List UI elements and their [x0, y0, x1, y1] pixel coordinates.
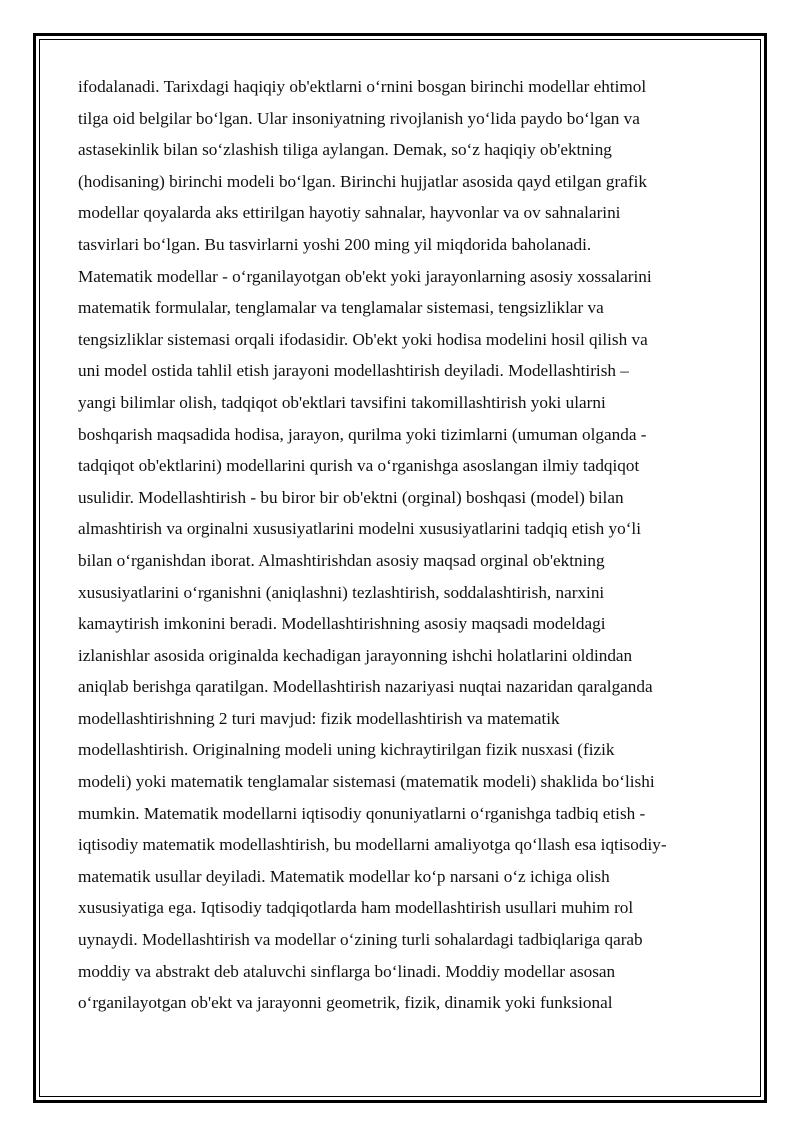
text-line: modellar qoyalarda aks ettirilgan hayotiy sahnalar, hayvonlar va ov sahnalarini	[78, 203, 621, 223]
text-line: almashtirish va orginalni xususiyatlarini modelni xususiyatlarini tadqiq etish yo‘li	[78, 519, 641, 539]
text-line: matematik formulalar, tenglamalar va tenglamalar sistemasi, tengsizliklar va	[78, 298, 604, 318]
text-line: matematik usullar deyiladi. Matematik modellar ko‘p narsani o‘z ichiga olish	[78, 866, 610, 886]
body-text	[78, 71, 738, 1019]
text-line: uynaydi. Modellashtirish va modellar o‘zining turli sohalardagi tadbiqlariga qarab	[78, 930, 643, 950]
text-line: bilan o‘rganishdan iborat. Almashtirishdan asosiy maqsad orginal ob'ektning	[78, 550, 605, 570]
text-line: modeli) yoki matematik tenglamalar sistemasi (matematik modeli) shaklida bo‘lishi	[78, 772, 655, 792]
text-line: tengsizliklar sistemasi orqali ifodasidir. Ob'ekt yoki hodisa modelini hosil qilish va	[78, 329, 648, 349]
text-line: usulidir. Modellashtirish - bu biror bir ob'ektni (orginal) boshqasi (model) bilan	[78, 487, 624, 507]
text-line: mumkin. Matematik modellarni iqtisodiy qonuniyatlarni o‘rganishga tadbiq etish -	[78, 803, 646, 823]
text-line: astasekinlik bilan so‘zlashish tiliga aylangan. Demak, so‘z haqiqiy ob'ektning	[78, 140, 612, 160]
text-line: xususiyatiga ega. Iqtisodiy tadqiqotlarda ham modellashtirish usullari muhim rol	[78, 898, 634, 918]
text-line: boshqarish maqsadida hodisa, jarayon, qurilma yoki tizimlarni (umuman olganda -	[78, 424, 647, 444]
text-line: izlanishlar asosida originalda kechadigan jarayonning ishchi holatlarini oldindan	[78, 645, 633, 665]
text-line: modellashtirish. Originalning modeli uning kichraytirilgan fizik nusxasi (fizik	[78, 740, 615, 760]
text-line: xususiyatlarini o‘rganishni (aniqlashni) tezlashtirish, soddalashtirish, narxini	[78, 582, 605, 602]
text-line: kamaytirish imkonini beradi. Modellashtirishning asosiy maqsadi modeldagi	[78, 614, 606, 634]
text-line: tilga oid belgilar bo‘lgan. Ular insoniyatning rivojlanish yo‘lida paydo bo‘lgan va	[78, 108, 640, 128]
text-line: tasvirlari bo‘lgan. Bu tasvirlarni yoshi 200 ming yil miqdorida baholanadi.	[78, 234, 592, 254]
text-line: yangi bilimlar olish, tadqiqot ob'ektlari tavsifini takomillashtirish yoki ularni	[78, 392, 606, 412]
text-line: modellashtirishning 2 turi mavjud: fizik modellashtirish va matematik	[78, 708, 560, 728]
text-line: uni model ostida tahlil etish jarayoni modellashtirish deyiladi. Modellashtirish –	[78, 361, 629, 381]
text-line: tadqiqot ob'ektlarini) modellarini qurish va o‘rganishga asoslangan ilmiy tadqiqot	[78, 456, 640, 476]
text-line: moddiy va abstrakt deb ataluvchi sinflarga bo‘linadi. Moddiy modellar asosan	[78, 961, 616, 981]
text-line: Matematik modellar - o‘rganilayotgan ob'ekt yoki jarayonlarning asosiy xossalarini	[78, 266, 652, 286]
text-line: o‘rganilayotgan ob'ekt va jarayonni geometrik, fizik, dinamik yoki funksional	[78, 993, 613, 1013]
text-line: ifodalanadi. Tarixdagi haqiqiy ob'ektlarni o‘rnini bosgan birinchi modellar ehtimol	[78, 77, 647, 96]
text-line: aniqlab berishga qaratilgan. Modellashtirish nazariyasi nuqtai nazaridan qaralganda	[78, 677, 653, 697]
text-line: iqtisodiy matematik modellashtirish, bu modellarni amaliyotga qo‘llash esa iqtisodiy-	[78, 835, 667, 855]
text-line: (hodisaning) birinchi modeli bo‘lgan. Birinchi hujjatlar asosida qayd etilgan grafik	[78, 171, 647, 191]
